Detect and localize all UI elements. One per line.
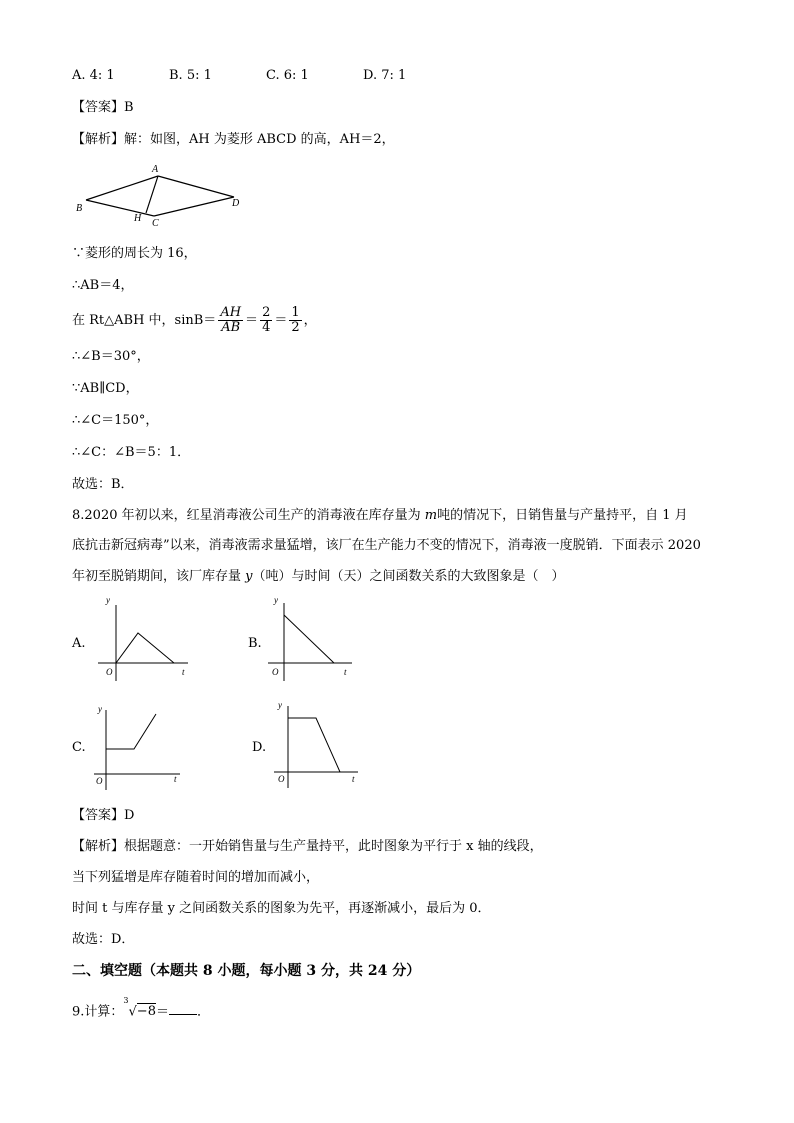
option-d-origin: O — [278, 774, 285, 784]
q9-prefix: 9.计算： — [72, 1004, 124, 1020]
fraction-1: 1 — [291, 305, 300, 320]
answer-prev: 【答案】B — [72, 100, 134, 115]
option-a-t: t — [182, 667, 185, 677]
step-parallel: ∵AB∥CD， — [72, 381, 139, 396]
fraction-2-4 — [260, 306, 272, 335]
answer-q8: 【答案】D — [72, 808, 135, 823]
q8-line1-post: 吨的情况下，日销售量与产量持平，自 1 月 — [437, 508, 688, 523]
option-d-graph — [270, 700, 370, 790]
step-angle-b: ∴∠B＝30°， — [72, 349, 150, 364]
q8-analysis-1: 【解析】根据题意：一开始销售量与生产量持平，此时图象为平行于 x 轴的线段， — [72, 839, 543, 854]
equals-2: ＝ — [274, 313, 288, 328]
option-a-curve — [116, 633, 174, 663]
step-ratio: ∴∠C：∠B＝5：1． — [72, 445, 191, 460]
label-d: D — [232, 198, 240, 209]
edge-dc — [154, 197, 234, 216]
sin-suffix: ， — [303, 313, 317, 328]
step-angle-c: ∴∠C＝150°， — [72, 413, 159, 428]
fraction-ah-ab — [218, 306, 243, 335]
answer-blank — [169, 1002, 197, 1015]
label-h: H — [134, 213, 142, 224]
fraction-2b: 2 — [291, 320, 300, 335]
label-c: C — [152, 218, 159, 229]
section-heading: 二、填空题（本题共 8 小题，每小题 3 分，共 24 分） — [72, 963, 421, 979]
option-c-t: t — [174, 774, 177, 784]
option-a-label: A. — [72, 636, 86, 651]
fraction-1-2 — [289, 306, 301, 335]
option-c-curve — [106, 714, 156, 749]
q9-equals: ＝ — [155, 1004, 169, 1020]
radical-icon: √ — [128, 1004, 137, 1020]
q8-line1 — [72, 507, 688, 525]
option-d-label: D. — [252, 740, 267, 755]
option-a-y: y — [106, 595, 110, 605]
step-sin — [72, 305, 317, 337]
label-b: B — [76, 203, 83, 214]
height-ah — [146, 176, 158, 213]
q8-var-m: m — [424, 508, 438, 523]
q9-line — [72, 996, 210, 1021]
choice-b: B. 5: 1 — [169, 68, 212, 83]
option-b-curve — [284, 615, 334, 663]
option-c-origin: O — [96, 776, 103, 786]
label-a: A — [152, 164, 159, 175]
equals-1: ＝ — [245, 313, 259, 328]
edge-cb — [86, 200, 154, 216]
option-d-t: t — [352, 774, 355, 784]
analysis-intro: 【解析】解：如图，AH 为菱形 ABCD 的高，AH＝2， — [72, 132, 395, 147]
q8-line2: 底抗击新冠病毒”以来，消毒液需求量猛增，该厂在生产能力不变的情况下，消毒液一度脱销．下面表示 2020 — [72, 538, 701, 553]
option-d-curve — [288, 718, 340, 772]
q8-line3-pre: 年初至脱销期间，该厂库存量 — [72, 569, 246, 584]
edge-ad — [158, 176, 234, 197]
step-perimeter: ∵菱形的周长为 16， — [72, 246, 197, 261]
q8-line3 — [72, 568, 565, 586]
q9-end: ． — [196, 1004, 210, 1020]
option-b-origin: O — [272, 667, 279, 677]
fraction-4: 4 — [262, 320, 271, 335]
option-c-graph — [90, 702, 190, 792]
option-b-graph — [262, 595, 362, 685]
fraction-2: 2 — [262, 305, 271, 320]
q8-line1-pre: 8.2020 年初以来，红星消毒液公司生产的消毒液在库存量为 — [72, 508, 425, 523]
option-b-label: B. — [248, 636, 262, 651]
option-a-graph — [94, 595, 194, 685]
q8-var-y: y — [245, 569, 253, 584]
option-d-y: y — [278, 700, 282, 710]
choice-row — [72, 67, 406, 85]
choice-d: D. 7: 1 — [363, 68, 407, 83]
choice-a: A. 4: 1 — [72, 68, 115, 83]
q8-analysis-2: 当下列猛增是库存随着时间的增加而减小， — [72, 870, 320, 885]
fraction-ab: AB — [221, 320, 241, 335]
option-b-y: y — [274, 595, 278, 605]
choice-c: C. 6: 1 — [266, 68, 309, 83]
option-b-t: t — [344, 667, 347, 677]
option-c-y: y — [98, 704, 102, 714]
option-c-label: C. — [72, 740, 86, 755]
q8-analysis-3: 时间 t 与库存量 y 之间函数关系的图象为先平，再逐渐减小，最后为 0． — [72, 901, 491, 916]
fraction-ah: AH — [220, 305, 242, 320]
q8-analysis-4: 故选：D． — [72, 932, 135, 947]
edge-ba — [86, 176, 158, 200]
option-a-origin: O — [106, 667, 113, 677]
root-index: 3 — [123, 996, 129, 1005]
cube-root — [123, 996, 156, 1021]
step-ab: ∴AB＝4， — [72, 278, 134, 293]
sin-prefix: 在 Rt△ABH 中，sinB＝ — [72, 313, 217, 328]
step-choose: 故选：B． — [72, 477, 134, 492]
rhombus-figure — [72, 160, 252, 230]
radicand: −8 — [136, 1004, 156, 1020]
q8-line3-post: （吨）与时间（天）之间函数关系的大致图象是（ ） — [252, 569, 565, 584]
